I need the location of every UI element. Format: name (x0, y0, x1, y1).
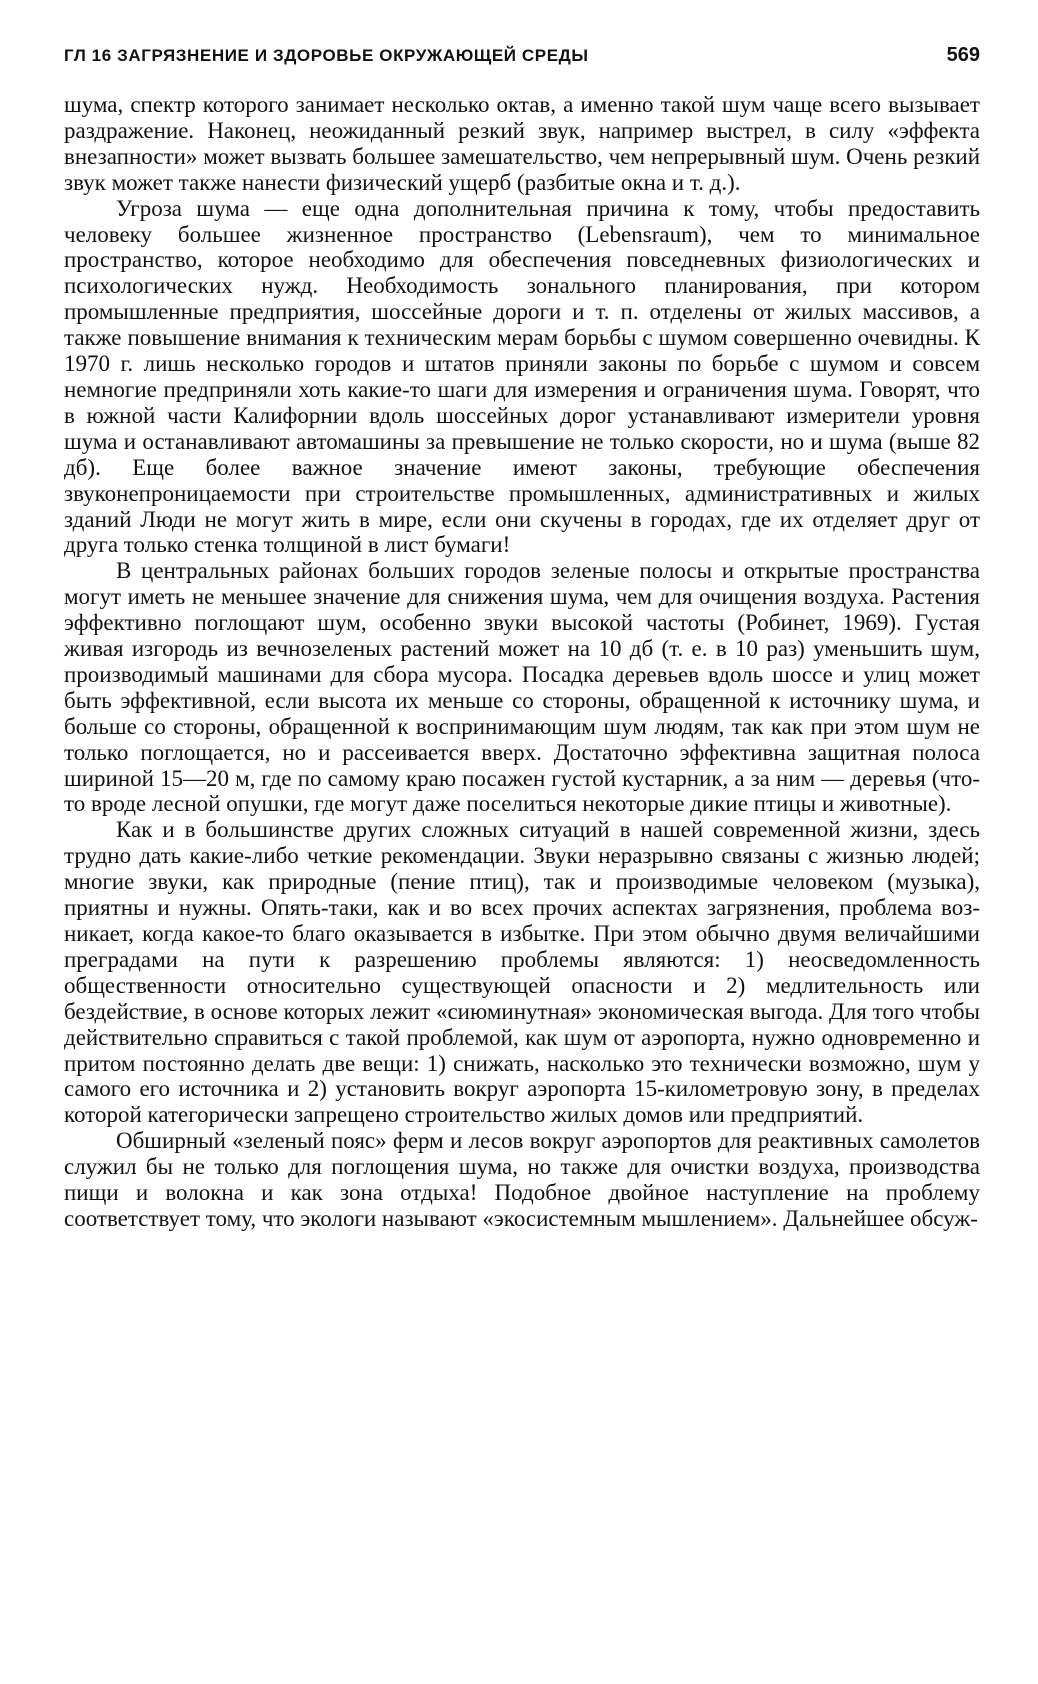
page-header (64, 44, 980, 74)
paragraph-1: шума, спектр которого занимает несколько октав, а именно такой шум чаще всего вызывает раздражение. Наконец, неожиданный резкий звук, например выстрел, в силу «эффекта внезапности» может вызвать большее замешательство, чем непрерывный шум. Очень резкий звук может также нанести физический ущерб (разбитые окна и т. д.). (64, 92, 980, 195)
paragraph-5: Обширный «зеленый пояс» ферм и лесов вокруг аэропортов для реактивных самолетов служил бы не только для поглощения шума, но также для очистки воздуха, производства пищи и волокна и как зона отдыха! Подобное двойное наступление на проблему соответствует тому, что экологи называют «экосистемным мышлением». Дальнейшее обсуж- (64, 1128, 980, 1231)
running-title: ГЛ 16 ЗАГРЯЗНЕНИЕ И ЗДОРОВЬЕ ОКРУЖАЮЩЕЙ СРЕДЫ (64, 46, 589, 65)
page-body (64, 92, 980, 1232)
paragraph-2: Угроза шума — еще одна дополнительная причина к тому, чтобы предоставить человеку большее жизненное пространство (Lebensraum), чем то минимальное пространство, которое необходимо для обеспечения повседневных физиологических и психологических нужд. Необходимость зонального планирования, при котором промышленные предприятия, шоссейные дороги и т. п. отделены от жилых массивов, а также повышение внимания к техническим мерам борьбы с шумом совершенно очевидны. К 1970 г. лишь несколько городов и штатов приняли законы по борьбе с шумом и совсем немногие предприняли хоть какие-то шаги для измерения и ограничения шума. Говорят, что в южной части Калифорнии вдоль шоссейных дорог устанавливают измерители уровня шума и останавливают автомашины за превышение не только скорости, но и шума (выше 82 дб). Еще более важное значение имеют законы, требующие обеспечения звуконепроницаемости при строительстве промышленных, административных и жилых зданий Люди не могут жить в мире, если они скучены в городах, где их отделяет друг от друга только стенка толщиной в лист бумаги! (64, 195, 980, 558)
paragraph-3: В центральных районах больших городов зеленые полосы и открытые пространства могут иметь не меньшее значение для снижения шума, чем для очищения воздуха. Растения эффективно поглощают шум, особенно звуки высокой частоты (Робинет, 1969). Густая живая изгородь из вечнозеленых растений может на 10 дб (т. е. в 10 раз) уменьшить шум, производимый машинами для сбора мусора. Посадка деревьев вдоль шоссе и улиц может быть эффективной, если высота их меньше со стороны, обращенной к источнику шума, и больше со стороны, обращенной к воспринимающим шум людям, так как при этом шум не только поглощается, но и рассеивается вверх. Достаточно эффективна защитная полоса шириной 15—20 м, где по самому краю посажен густой кустарник, а за ним — деревья (что-то вроде лесной опушки, где могут даже поселиться некоторые дикие птицы и животные). (64, 558, 980, 817)
paragraph-4: Как и в большинстве других сложных ситуаций в нашей современной жизни, здесь трудно дать какие-либо четкие рекомендации. Звуки неразрывно связаны с жизнью людей; многие звуки, как природные (пение птиц), так и производимые человеком (музыка), приятны и нужны. Опять-таки, как и во всех прочих аспектах загрязнения, проблема возникает, когда какое-то благо оказывается в избытке. При этом обычно двумя величайшими преградами на пути к разрешению проблемы являются: 1) неосведомленность общественности относительно существующей опасности и 2) медлительность или бездействие, в основе которых лежит «сиюминутная» экономическая выгода. Для того чтобы действительно справиться с такой проблемой, как шум от аэропорта, нужно одновременно и притом постоянно делать две вещи: 1) снижать, насколько это технически возможно, шум у самого его источника и 2) установить вокруг аэропорта 15-километровую зону, в пределах которой категорически запрещено строительство жилых домов или предприятий. (64, 817, 980, 1128)
page-number: 569 (946, 44, 980, 66)
